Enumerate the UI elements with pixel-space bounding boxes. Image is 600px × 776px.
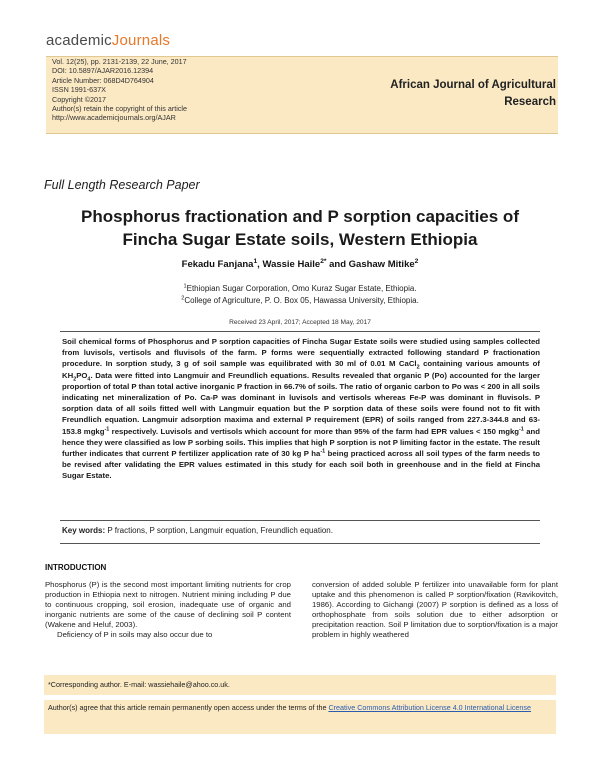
affiliation-1: $^1$Ethiopian Sugar Corporation, Omo Kuraz Sugar Estate, Ethiopia. [183,283,417,293]
intro-paragraph: Deficiency of P in soils may also occur due to [57,630,213,640]
author-separator: , [257,259,263,270]
license-notice: Author(s) agree that this article remain permanently open access under the terms of the Creative Commons Attribution License 4.0 International License [48,703,532,712]
meta-copyright: Copyright ©2017 [52,94,107,104]
intro-paragraph: conversion of added soluble P fertilizer into unavailable form for plant uptake and this phenomenon is called P sorption/fixation (Ravikovitch, 1986). According to Gichangi (2007) P sorption is defined as a loss of orthophosphate from soils solution due to either adsorption or precipitation reaction. Soil P limitation due to sorption/fixation is a major problem in highly weathered [312,580,558,640]
author-list [0,259,600,270]
logo-part-journals: Journals [111,32,171,49]
author-separator: and [326,259,349,270]
paper-type: Full Length Research Paper [44,178,200,192]
author-2-affiliation: 2* [320,257,327,265]
intro-left-column [45,580,291,641]
corresponding-author: *Corresponding author. E-mail: wassiehaile@ahoo.co.uk. [48,680,230,689]
journal-name [390,77,556,111]
abstract-top-divider [60,331,540,332]
meta-rights: Author(s) retain the copyright of this article [52,104,188,114]
abstract-bottom-divider [60,520,540,521]
journal-name-line1: African Journal of Agricultural [390,79,556,91]
license-link[interactable]: Creative Commons Attribution License 4.0 International License [328,703,532,712]
affiliation-2: $^2$College of Agriculture, P. O. Box 05, Hawassa University, Ethiopia. [181,295,419,305]
meta-article-number: Article Number: 068D4D764904 [52,75,154,85]
abstract: Soil chemical forms of Phosphorus and P sorption capacities of Fincha Sugar Estate soils were studied using samples collected from luvisols, vertisols and fluvisols of the farm. P forms were sequentially extracted following standard P fractionation procedure. In sorption study, 3 g of soil sample was equilibrated with 30 ml of 0.01 M CaCl$_2$ containing various amounts of $KH_2PO_4$. Data were fitted into Langmuir and Freundlich equations. Results revealed that organic P (Po) accounted for the larger proportion of total P than total active inorganic P fraction in 66.7% of soils. The ratio of organic carbon to Po was < 200 in all soils indicating net mineralization of Po. Ca-P was dominant in luvisols and vertisols whereas Fe-P was dominant in fluvisols. P sorption data of all soils fitted well with Langmuir equation but the P sorption data of these soils were found not to fit with Freundlich equation. Langmuir adsorption maxima and external P requirement (EPR) of soils ranged from 227.3-344.8 and 63-153.8 mgkg$^{-1}$ respectively. Luvisols and vertisols which account for more than 95% of the farm had EPR values < 150 mgkg$^{-1}$ and hence they were classified as low P sorbing soils. This implies that high P sorption is not P limiting factor in the estate. The result further indicates that current P fertilizer application rate of 30 kg P $ha^{-1}$ being practiced across all soil types of the farm needs to be revised after validating the EPR values estimated in this study for each soil both in greenhouse and in the field at Fincha Sugar Estate. [62,337,541,481]
author-3: Gashaw Mitike [348,259,415,270]
keywords-text: P fractions, P sorption, Langmuir equation, Freundlich equation. [105,526,333,535]
title-line2: Fincha Sugar Estate soils, Western Ethiopia [122,230,478,249]
intro-right-column [312,580,558,641]
logo-part-academic: academic [46,32,112,49]
author-2: Wassie Haile [262,259,321,270]
paper-title [30,205,570,251]
affiliations [0,283,600,307]
title-line1: Phosphorus fractionation and P sorption capacities of [81,207,519,226]
author-1-affiliation: 1 [253,257,258,265]
journal-name-line2: Research [504,96,556,108]
meta-issn: ISSN 1991-637X [52,85,106,95]
publisher-logo [46,32,170,49]
section-heading-introduction: INTRODUCTION [45,563,107,572]
received-dates: Received 23 April, 2017; Accepted 18 May, 2017 [229,319,371,326]
meta-volume: Vol. 12(25), pp. 2131-2139, 22 June, 2017 [52,57,187,66]
keywords-label: Key words: [62,526,106,535]
article-meta [52,57,187,123]
intro-paragraph: Phosphorus (P) is the second most important limiting nutrients for crop production in Ethiopia next to nitrogen. Nutrient mining including P due to continuous cropping, soil erosion, inadequate use of organic and inorganic nutrients are some of the cause of declining soil P content (Wakene and Heluf, 2003). [45,580,291,630]
meta-doi: DOI: 10.5897/AJAR2016.12394 [52,66,154,76]
author-3-affiliation: 2 [414,257,419,265]
meta-url[interactable]: http://www.academicjournals.org/AJAR [52,113,176,123]
keywords-divider [60,543,540,544]
author-1: Fekadu Fanjana [181,259,254,270]
keywords [62,526,540,535]
